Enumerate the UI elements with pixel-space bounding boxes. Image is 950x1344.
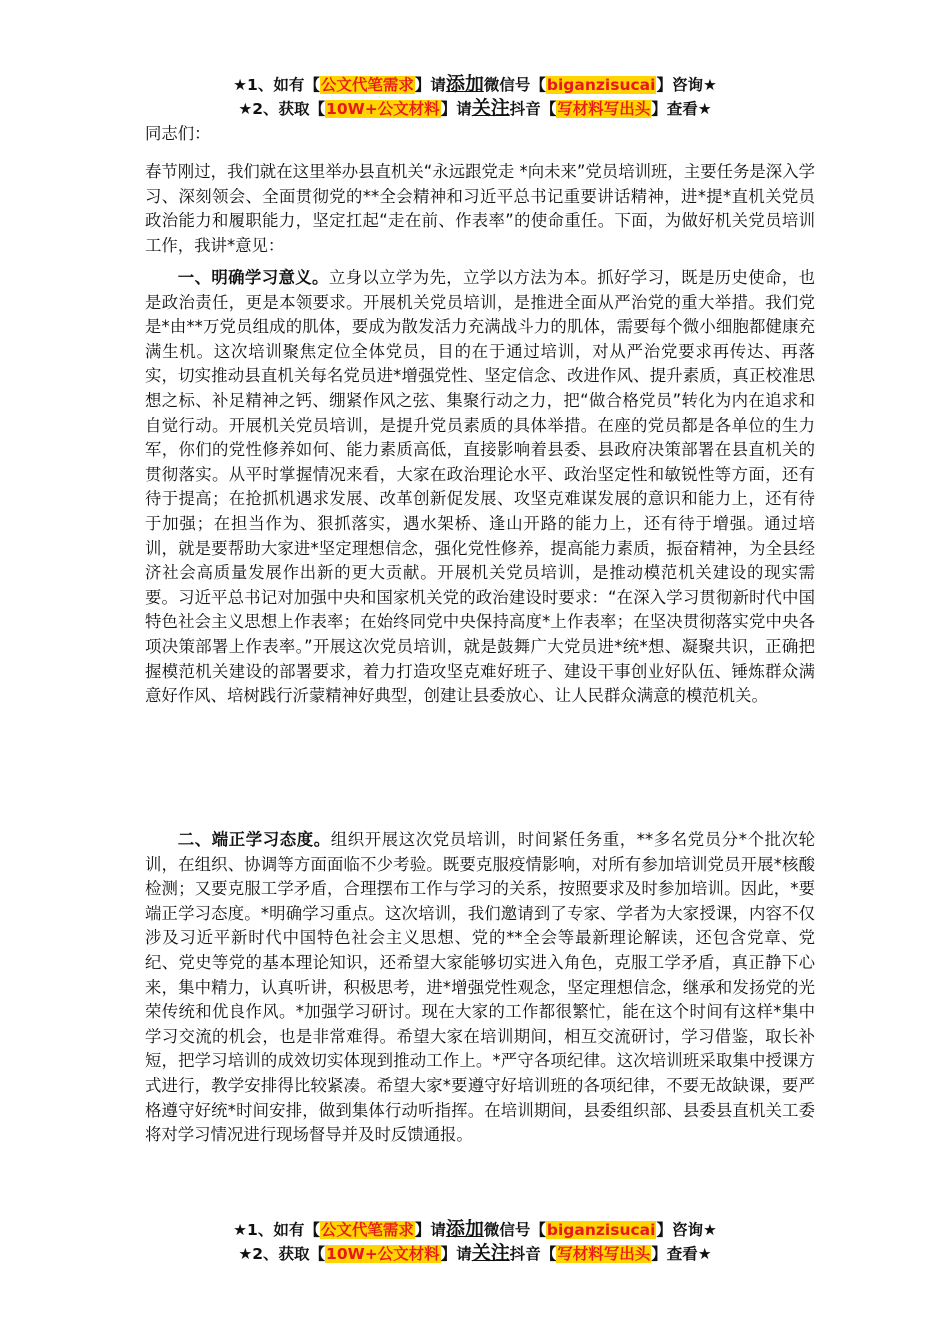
promo-emphasis: 关注 xyxy=(471,97,510,119)
promo-line-2 xyxy=(0,1241,950,1265)
promo-text: 】查看★ xyxy=(651,100,712,118)
promo-emphasis: 关注 xyxy=(471,1242,510,1264)
promo-text: 微信号【 xyxy=(483,1221,546,1239)
section-2 xyxy=(145,828,815,1148)
promo-line-1 xyxy=(0,72,950,96)
promo-highlight: biganzisucai xyxy=(546,76,656,94)
promo-emphasis: 添加 xyxy=(445,73,484,95)
promo-highlight: 10W+公文材料 xyxy=(326,100,440,118)
promo-highlight: 写材料写出头 xyxy=(557,100,651,118)
promo-text: ★1、如有【 xyxy=(233,1221,320,1239)
section-1-paragraph xyxy=(145,266,815,709)
intro-paragraph xyxy=(145,160,815,258)
promo-highlight: 公文代笔需求 xyxy=(320,76,414,94)
promo-line-2 xyxy=(0,96,950,120)
salutation: 同志们： xyxy=(145,124,211,143)
promo-text: 抖音【 xyxy=(509,1245,557,1263)
section-1-text: 立身以立学为先，立学以方法为本。抓好学习，既是历史使命，也是政治责任，更是本领要求。开展机关党员培训，是推进全面从严治党的重大举措。我们党是*由**万党员组成的肌体，要成为散发活力充满战斗力的肌体，需要每个微小细胞都健康充满生机。这次培训聚焦定位全体党员，目的在于通过培训，对从严治党要求再传达、再落实，切实推动县直机关每名党员进*增强党性、坚定信念、改进作风、提升素质，真正校准思想之标、补足精神之钙、绷紧作风之弦、集聚行动之力，把“做合格党员”转化为内在追求和自觉行动。开展机关党员培训，是提升党员素质的具体举措。在座的党员都是各单位的生力军，你们的党性修养如何、能力素质高低，直接影响着县委、县政府决策部署在县直机关的贯彻落实。从平时掌握情况来看，大家在政治理论水平、政治坚定性和敏锐性等方面，还有待于提高；在抢抓机遇求发展、改革创新促发展、攻坚克难谋发展的意识和能力上，还有待于加强；在担当作为、狠抓落实，遇水架桥、逢山开路的能力上，还有待于增强。通过培训，就是要帮助大家进*坚定理想信念，强化党性修养，提高能力素质，振奋精神，为全县经济社会高质量发展作出新的更大贡献。开展机关党员培训，是推动模范机关建设的现实需要。习近平总书记对加强中央和国家机关党的政治建设时要求：“在深入学习贯彻新时代中国特色社会主义思想上作表率；在始终同党中央保持高度*上作表率；在坚决贯彻落实党中央各项决策部署上作表率。”开展这次党员培训，就是鼓舞广大党员进*统*想、凝聚共识，正确把握模范机关建设的部署要求，着力打造攻坚克难好班子、建设干事创业好队伍、锤炼群众满意好作风、培树践行沂蒙精神好典型，创建让县委放心、让人民群众满意的模范机关。 xyxy=(145,268,816,706)
promo-text: ★2、获取【 xyxy=(238,1245,326,1263)
promo-text: 】请 xyxy=(440,100,472,118)
promo-highlight: 10W+公文材料 xyxy=(326,1245,440,1263)
promo-text: 抖音【 xyxy=(509,100,557,118)
section-2-text: 组织开展这次党员培训，时间紧任务重，**多名党员分*个批次轮训，在组织、协调等方面面临不少考验。既要克服疫情影响，对所有参加培训党员开展*核酸检测；又要克服工学矛盾，合理摆布工作与学习的关系，按照要求及时参加培训。因此，*要端正学习态度。*明确学习重点。这次培训，我们邀请到了专家、学者为大家授课，内容不仅涉及习近平新时代中国特色社会主义思想、党的**全会等最新理论解读，还包含党章、党纪、党史等党的基本理论知识，还希望大家能够切实进入角色，克服工学矛盾，真正静下心来，集中精力，认真听讲，积极思考，进*增强党性观念，坚定理想信念，继承和发扬党的光荣传统和优良作风。*加强学习研讨。现在大家的工作都很繁忙，能在这个时间有这样*集中学习交流的机会，也是非常难得。希望大家在培训期间，相互交流研讨，学习借鉴，取长补短，把学习培训的成效切实体现到推动工作上。*严守各项纪律。这次培训班采取集中授课方式进行，教学安排得比较紧凑。希望大家*要遵守好培训班的各项纪律，不要无故缺课，要严格遵守好统*时间安排，做到集体行动听指挥。在培训期间，县委组织部、县委县直机关工委将对学习情况进行现场督导并及时反馈通报。 xyxy=(145,830,815,1145)
section-2-paragraph xyxy=(145,828,815,1148)
promo-line-1 xyxy=(0,1217,950,1241)
promo-text: ★2、获取【 xyxy=(238,100,326,118)
promo-banner-bottom xyxy=(0,1217,950,1265)
promo-highlight: 写材料写出头 xyxy=(557,1245,651,1263)
promo-text: ★1、如有【 xyxy=(233,76,320,94)
promo-emphasis: 添加 xyxy=(445,1218,484,1240)
intro-text: 春节刚过，我们就在这里举办县直机关“永远跟党走 *向未来”党员培训班，主要任务是深入学习、深刻领会、全面贯彻党的**全会精神和习近平总书记重要讲话精神，进*提*直机关党员政治能力和履职能力，坚定扛起“走在前、作表率”的使命重任。下面，为做好机关党员培训工作，我讲*意见： xyxy=(145,162,815,255)
promo-text: 】咨询★ xyxy=(656,1221,717,1239)
section-2-heading: 二、端正学习态度。 xyxy=(177,830,331,849)
promo-text: 】请 xyxy=(414,1221,446,1239)
promo-text: 】请 xyxy=(440,1245,472,1263)
section-1-heading: 一、明确学习意义。 xyxy=(177,268,329,287)
promo-highlight: biganzisucai xyxy=(546,1221,656,1239)
promo-banner-top xyxy=(0,72,950,120)
promo-text: 】咨询★ xyxy=(656,76,717,94)
promo-text: 】请 xyxy=(414,76,446,94)
promo-text: 】查看★ xyxy=(651,1245,712,1263)
section-1 xyxy=(145,266,815,709)
promo-text: 微信号【 xyxy=(483,76,546,94)
promo-highlight: 公文代笔需求 xyxy=(320,1221,414,1239)
